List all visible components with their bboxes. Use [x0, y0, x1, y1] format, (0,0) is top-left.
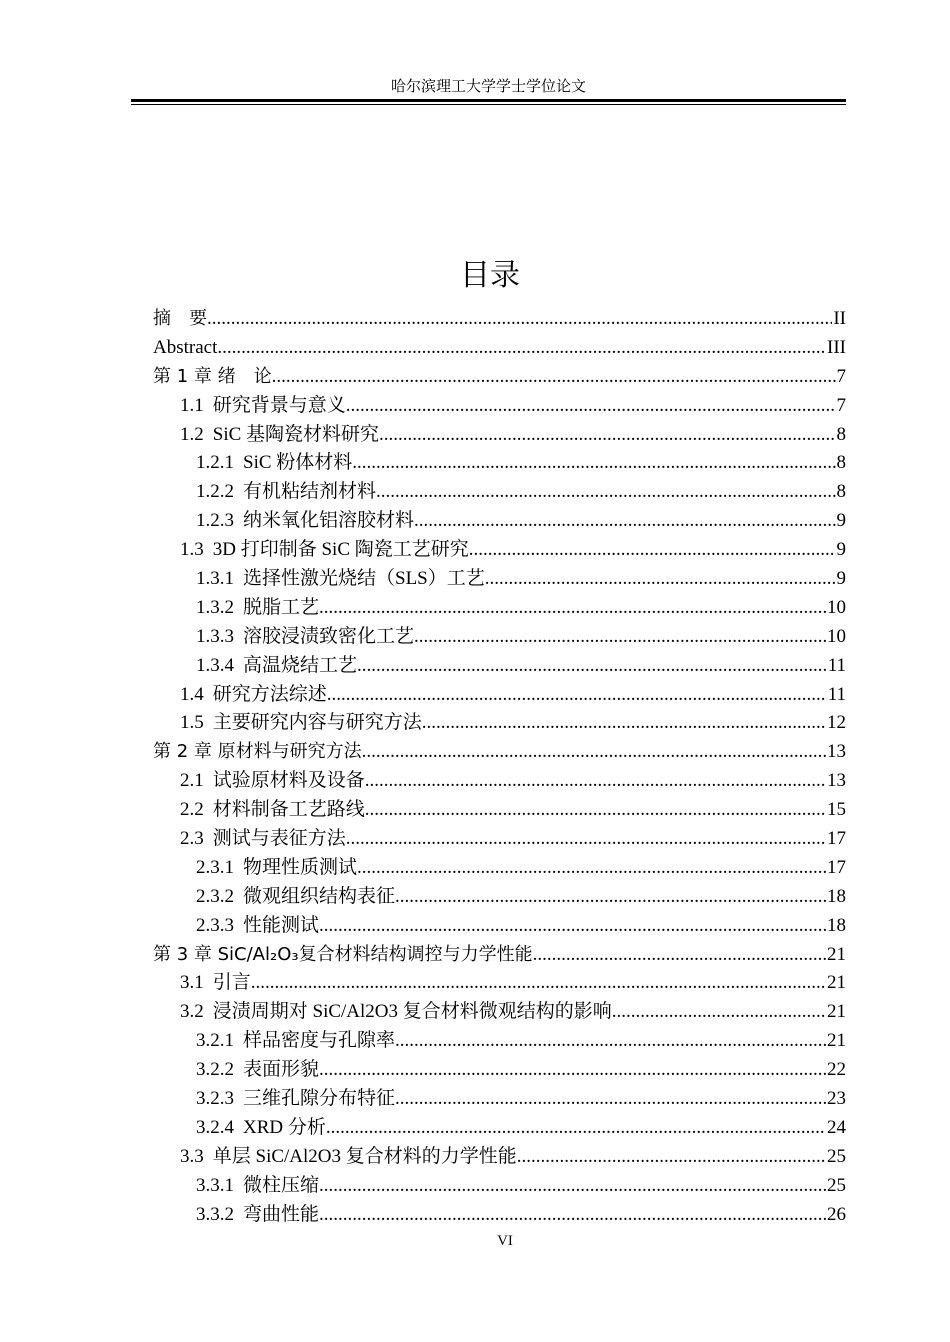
- toc-entry[interactable]: [153, 709, 846, 738]
- toc-dot-leader: [346, 825, 826, 854]
- toc-entry[interactable]: [153, 334, 846, 363]
- toc-entry-number: 3.2.2: [196, 1059, 234, 1081]
- toc-dot-leader: [414, 623, 826, 652]
- toc-entry[interactable]: [153, 1114, 846, 1143]
- toc-entry[interactable]: [153, 305, 846, 334]
- toc-entry-number: 3.3.1: [196, 1174, 234, 1196]
- toc-entry-label: [180, 969, 251, 998]
- toc-entry-number: 2.1: [180, 770, 204, 792]
- header-double-rule: [131, 99, 846, 106]
- toc-entry-page: 23: [827, 1088, 846, 1110]
- toc-entry-page: III: [827, 336, 846, 358]
- toc-entry-label: [180, 536, 469, 565]
- toc-dot-leader: [517, 1143, 826, 1172]
- toc-entry-text: 微观组织结构表征: [243, 885, 396, 907]
- toc-entry-number: 2.3.1: [196, 856, 234, 878]
- toc-entry-number: 1.2.3: [196, 510, 234, 532]
- toc-entry-text: SiC 基陶瓷材料研究: [212, 423, 380, 445]
- toc-entry-number: 1.1: [180, 394, 204, 416]
- toc-entry[interactable]: [153, 449, 846, 478]
- toc-entry-label: [196, 1201, 319, 1230]
- toc-entry-page: 12: [827, 712, 846, 734]
- toc-entry-label: [196, 1027, 395, 1056]
- toc-dot-leader: [422, 709, 826, 738]
- toc-entry-label: [196, 1114, 326, 1143]
- toc-entry-number: 1.2: [180, 423, 204, 445]
- toc-dot-leader: [326, 1114, 826, 1143]
- toc-entry-label: [196, 854, 357, 883]
- toc-dot-leader: [207, 305, 832, 334]
- toc-entry-page: II: [833, 308, 846, 329]
- toc-entry-text: 研究背景与意义: [212, 394, 346, 416]
- toc-dot-leader: [319, 1201, 826, 1230]
- toc-entry-page: 8: [836, 481, 846, 503]
- toc-dot-leader: [319, 1056, 826, 1085]
- toc-entry-number: 1.3: [180, 539, 204, 561]
- toc-dot-leader: [533, 941, 826, 970]
- toc-entry-label: [196, 1085, 395, 1114]
- toc-entry[interactable]: [153, 623, 846, 652]
- toc-entry-text: 表面形貌: [243, 1059, 320, 1081]
- toc-entry-text: 纳米氧化铝溶胶材料: [243, 510, 415, 532]
- toc-dot-leader: [357, 854, 826, 883]
- toc-entry-number: 1.4: [180, 683, 204, 705]
- toc-dot-leader: [414, 507, 835, 536]
- toc-entry-label: [196, 912, 319, 941]
- toc-entry-text: 单层 SiC/Al2O3 复合材料的力学性能: [212, 1145, 517, 1167]
- toc-entry-number: 3.2.1: [196, 1030, 234, 1052]
- toc-entry-label: [196, 883, 395, 912]
- toc-dot-leader: [319, 1172, 826, 1201]
- toc-entry[interactable]: [153, 1201, 846, 1230]
- toc-entry-number: 3.3: [180, 1145, 204, 1167]
- toc-entry-number: 3.1: [180, 972, 204, 994]
- toc-entry-label: [196, 1056, 319, 1085]
- toc-entry-text: 研究方法综述: [212, 683, 327, 705]
- toc-entry-label: [153, 334, 217, 363]
- toc-entry[interactable]: [153, 1172, 846, 1201]
- toc-entry-text: 微柱压缩: [243, 1174, 320, 1196]
- toc-entry-page: 17: [827, 828, 846, 850]
- toc-entry[interactable]: [153, 536, 846, 565]
- toc-entry-label: [196, 478, 376, 507]
- toc-entry-text: XRD 分析: [243, 1116, 326, 1138]
- header-rule-thick: [131, 99, 846, 102]
- toc-entry-page: 21: [827, 972, 846, 994]
- toc-entry-text: 三维孔隙分布特征: [243, 1088, 396, 1110]
- toc-entry-page: 26: [827, 1203, 846, 1225]
- toc-dot-leader: [319, 594, 826, 623]
- toc-entry[interactable]: [153, 969, 846, 998]
- toc-entry-page: 22: [827, 1059, 846, 1081]
- toc-entry-label: [196, 652, 357, 681]
- toc-entry-number: 1.3.4: [196, 654, 234, 676]
- toc-entry-label: [180, 767, 365, 796]
- toc-dot-leader: [272, 363, 836, 392]
- toc-entry-number: 2.3: [180, 828, 204, 850]
- toc-entry-label: [180, 825, 346, 854]
- header-rule-thin: [131, 104, 846, 105]
- toc-dot-leader: [365, 796, 826, 825]
- toc-entry-text: 试验原材料及设备: [212, 770, 365, 792]
- toc-dot-leader: [352, 449, 835, 478]
- toc-entry[interactable]: [153, 681, 846, 710]
- toc-entry-page: 9: [836, 568, 846, 590]
- toc-dot-leader: [346, 392, 836, 421]
- toc-title: 目录: [460, 258, 520, 293]
- toc-entry-page: 13: [827, 741, 846, 763]
- toc-dot-leader: [319, 912, 826, 941]
- toc-entry-label: [180, 709, 422, 738]
- toc-entry[interactable]: [153, 652, 846, 681]
- toc-entry[interactable]: [153, 1085, 846, 1114]
- toc-entry-text: 高温烧结工艺: [243, 654, 358, 676]
- toc-entry-page: 10: [827, 596, 846, 618]
- toc-entry-text: 弯曲性能: [243, 1203, 320, 1225]
- toc-entry-text: 主要研究内容与研究方法: [212, 712, 422, 734]
- toc-entry[interactable]: [153, 854, 846, 883]
- toc-entry[interactable]: [153, 1056, 846, 1085]
- toc-entry-page: 10: [827, 625, 846, 647]
- toc-entry-page: 7: [836, 394, 846, 416]
- toc-entry[interactable]: [153, 825, 846, 854]
- toc-entry[interactable]: [153, 883, 846, 912]
- toc-entry-label: [180, 421, 379, 450]
- toc-entry-page: 18: [827, 885, 846, 907]
- toc-entry-text: 第 3 章 SiC/Al₂O₃复合材料结构调控与力学性能: [153, 943, 533, 965]
- toc-entry-page: 9: [836, 510, 846, 532]
- toc-entry-number: 2.3.2: [196, 885, 234, 907]
- toc-entry[interactable]: [153, 912, 846, 941]
- toc-entry-number: 1.2.2: [196, 481, 234, 503]
- toc-entry-number: 1.3.1: [196, 568, 234, 590]
- toc-entry[interactable]: [153, 478, 846, 507]
- toc-entry-label: [153, 941, 533, 970]
- toc-entry-text: 引言: [212, 972, 251, 994]
- toc-entry-label: [180, 681, 327, 710]
- toc-entry[interactable]: [153, 392, 846, 421]
- table-of-contents: [153, 305, 846, 1230]
- toc-entry-label: [196, 623, 414, 652]
- toc-entry-text: 摘 要: [153, 308, 207, 329]
- toc-entry[interactable]: [153, 1143, 846, 1172]
- toc-entry-page: 24: [827, 1116, 846, 1138]
- toc-entry-label: [180, 1143, 517, 1172]
- toc-entry-label: [196, 449, 352, 478]
- toc-entry-page: 8: [836, 452, 846, 474]
- toc-entry-page: 21: [827, 943, 846, 965]
- toc-entry[interactable]: [153, 941, 846, 970]
- toc-entry-label: [153, 363, 272, 392]
- toc-entry[interactable]: [153, 796, 846, 825]
- toc-entry-label: [153, 738, 362, 767]
- toc-entry[interactable]: [153, 565, 846, 594]
- toc-entry-text: 溶胶浸渍致密化工艺: [243, 625, 415, 647]
- toc-entry-label: [196, 1172, 319, 1201]
- toc-entry-label: [196, 565, 485, 594]
- toc-entry-page: 11: [827, 654, 846, 676]
- toc-entry-page: 7: [836, 365, 846, 387]
- toc-entry-page: 11: [827, 683, 846, 705]
- toc-entry-page: 9: [836, 539, 846, 561]
- toc-entry-label: [153, 305, 207, 334]
- toc-entry-text: 浸渍周期对 SiC/Al2O3 复合材料微观结构的影响: [212, 1001, 612, 1023]
- toc-dot-leader: [485, 565, 836, 594]
- page-number: VI: [497, 1233, 513, 1249]
- page-header: 哈尔滨理工大学学士学位论文: [390, 79, 586, 95]
- toc-entry-text: 有机粘结剂材料: [243, 481, 377, 503]
- toc-dot-leader: [376, 478, 835, 507]
- toc-entry-text: 脱脂工艺: [243, 596, 320, 618]
- toc-entry-text: 物理性质测试: [243, 856, 358, 878]
- toc-entry-label: [196, 594, 319, 623]
- toc-dot-leader: [469, 536, 836, 565]
- toc-entry-text: 选择性激光烧结（SLS）工艺: [243, 568, 485, 590]
- toc-entry-number: 1.5: [180, 712, 204, 734]
- toc-entry-page: 25: [827, 1145, 846, 1167]
- toc-entry-number: 2.2: [180, 799, 204, 821]
- toc-entry-page: 21: [827, 1030, 846, 1052]
- toc-dot-leader: [395, 1027, 826, 1056]
- toc-entry-page: 15: [827, 799, 846, 821]
- toc-entry-text: 3D 打印制备 SiC 陶瓷工艺研究: [212, 539, 469, 561]
- toc-dot-leader: [217, 334, 826, 363]
- toc-entry-text: Abstract: [153, 336, 218, 358]
- toc-dot-leader: [251, 969, 826, 998]
- toc-entry-page: 21: [827, 1001, 846, 1023]
- toc-entry-number: 2.3.3: [196, 914, 234, 936]
- toc-entry[interactable]: [153, 1027, 846, 1056]
- toc-entry-text: 测试与表征方法: [212, 828, 346, 850]
- toc-entry[interactable]: [153, 998, 846, 1027]
- toc-entry-number: 3.2.3: [196, 1088, 234, 1110]
- toc-entry[interactable]: [153, 507, 846, 536]
- toc-dot-leader: [395, 1085, 826, 1114]
- toc-entry-page: 8: [836, 423, 846, 445]
- toc-dot-leader: [365, 767, 826, 796]
- toc-entry-text: 样品密度与孔隙率: [243, 1030, 396, 1052]
- toc-entry-label: [196, 507, 414, 536]
- toc-entry-text: SiC 粉体材料: [243, 452, 353, 474]
- toc-entry-number: 3.2: [180, 1001, 204, 1023]
- toc-entry-label: [180, 998, 612, 1027]
- toc-entry-number: 3.3.2: [196, 1203, 234, 1225]
- toc-dot-leader: [327, 681, 827, 710]
- toc-entry-page: 17: [827, 856, 846, 878]
- toc-entry-page: 13: [827, 770, 846, 792]
- toc-dot-leader: [395, 883, 826, 912]
- toc-entry-page: 18: [827, 914, 846, 936]
- toc-entry-number: 1.2.1: [196, 452, 234, 474]
- toc-entry-page: 25: [827, 1174, 846, 1196]
- toc-entry-number: 1.3.3: [196, 625, 234, 647]
- toc-entry-label: [180, 392, 346, 421]
- toc-entry-text: 材料制备工艺路线: [212, 799, 365, 821]
- toc-entry-text: 第 2 章 原材料与研究方法: [153, 741, 362, 763]
- toc-dot-leader: [362, 738, 826, 767]
- toc-dot-leader: [357, 652, 827, 681]
- toc-entry-number: 1.3.2: [196, 596, 234, 618]
- toc-entry-text: 性能测试: [243, 914, 320, 936]
- toc-entry[interactable]: [153, 767, 846, 796]
- toc-entry[interactable]: [153, 363, 846, 392]
- toc-entry[interactable]: [153, 594, 846, 623]
- toc-entry[interactable]: [153, 738, 846, 767]
- toc-dot-leader: [379, 421, 835, 450]
- toc-entry[interactable]: [153, 421, 846, 450]
- toc-entry-label: [180, 796, 365, 825]
- toc-entry-text: 第 1 章 绪 论: [153, 365, 272, 387]
- toc-entry-number: 3.2.4: [196, 1116, 234, 1138]
- toc-dot-leader: [612, 998, 826, 1027]
